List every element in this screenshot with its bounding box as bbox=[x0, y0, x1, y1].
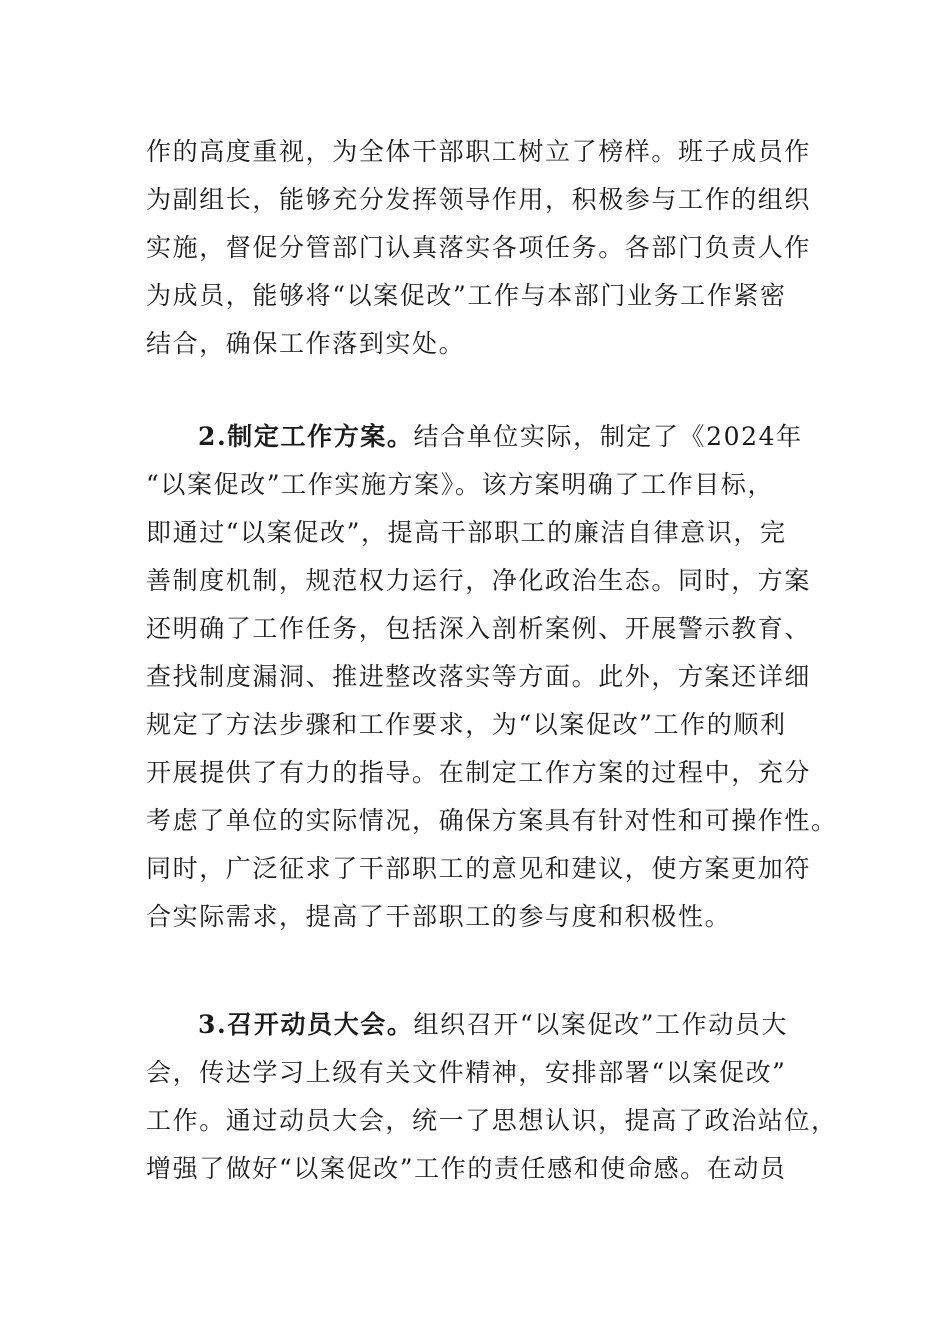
text-line: 同时，广泛征求了干部职工的意见和建议，使方案更加符 bbox=[146, 854, 812, 883]
text-line: 作的高度重视，为全体干部职工树立了榜样。班子成员作 bbox=[146, 137, 812, 166]
text-line: “以案促改”工作实施方案》。该方案明确了工作目标， bbox=[146, 470, 775, 499]
text-line: 增强了做好“以案促改”工作的责任感和使命感。在动员 bbox=[146, 1154, 787, 1183]
text-line: 规定了方法步骤和工作要求，为“以案促改”工作的顺利 bbox=[146, 710, 787, 739]
text-line: 还明确了工作任务，包括深入剖析案例、开展警示教育、 bbox=[146, 614, 812, 643]
text-line: 合实际需求，提高了干部职工的参与度和积极性。 bbox=[146, 902, 732, 931]
text-run: 组织召开“以案促改”工作动员大 bbox=[413, 1010, 789, 1039]
text-line: 开展提供了有力的指导。在制定工作方案的过程中，充分 bbox=[146, 758, 812, 787]
paragraph-work-plan bbox=[146, 413, 838, 941]
text-run: 结合单位实际，制定了《2024年 bbox=[413, 422, 803, 451]
section-heading-work-plan: 2.制定工作方案。 bbox=[198, 422, 414, 451]
text-line bbox=[146, 1001, 806, 1049]
text-line: 即通过“以案促改”，提高干部职工的廉洁自律意识，完 bbox=[146, 518, 787, 547]
section-heading-mobilization: 3.召开动员大会。 bbox=[198, 1010, 414, 1039]
text-line: 善制度机制，规范权力运行，净化政治生态。同时，方案 bbox=[146, 566, 812, 595]
text-line: 结合，确保工作落到实处。 bbox=[146, 329, 466, 358]
text-line: 为副组长，能够充分发挥领导作用，积极参与工作的组织 bbox=[146, 185, 812, 214]
text-line: 考虑了单位的实际情况，确保方案具有针对性和可操作性。 bbox=[146, 806, 838, 835]
text-line: 查找制度漏洞、推进整改落实等方面。此外，方案还详细 bbox=[146, 662, 812, 691]
text-line: 实施，督促分管部门认真落实各项任务。各部门负责人作 bbox=[146, 233, 812, 262]
text-line bbox=[146, 413, 806, 461]
text-line: 会，传达学习上级有关文件精神，安排部署“以案促改” bbox=[146, 1058, 787, 1087]
paragraph-leadership bbox=[146, 128, 812, 368]
text-line: 工作。通过动员大会，统一了思想认识，提高了政治站位， bbox=[146, 1106, 838, 1135]
paragraph-mobilization-meeting bbox=[146, 1001, 838, 1193]
text-line: 为成员，能够将“以案促改”工作与本部门业务工作紧密 bbox=[146, 281, 787, 310]
